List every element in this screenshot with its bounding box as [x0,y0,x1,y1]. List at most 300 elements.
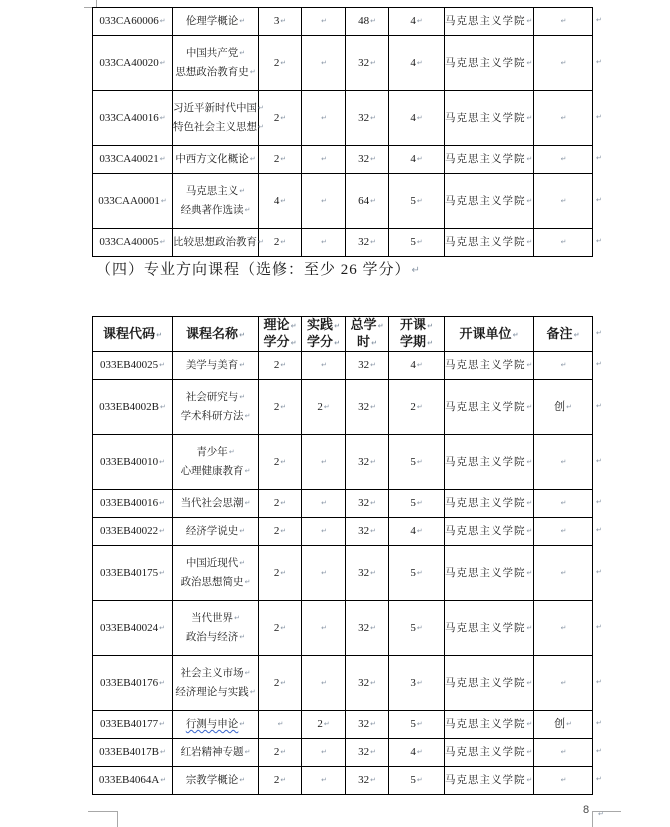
cell-text: 2 [273,111,280,124]
end-of-cell-mark: ↵ [560,113,567,122]
table-row [93,8,593,36]
cell-term [389,767,445,795]
cell-text: 比较思想政治教育 [173,237,257,248]
end-of-cell-mark: ↵ [244,206,251,214]
cell-note [534,518,593,546]
cell-text: 033CAA0001 [98,194,160,207]
cell-text: 4 [410,359,416,371]
cell-hours [346,435,389,490]
cell-note [534,146,593,174]
table-row [93,601,593,656]
cell-text: 马克思主义学院 [445,237,526,248]
cell-unit [445,174,534,229]
cell-text: 5 [410,621,416,634]
end-of-cell-mark: ↵ [526,361,534,369]
cell-note [534,739,593,767]
cell-text: 033EB40010 [100,455,159,468]
end-of-cell-mark: ↵ [526,113,534,122]
end-of-cell-mark: ↵ [560,238,567,246]
cell-code [93,518,173,546]
end-of-cell-mark: ↵ [160,402,166,411]
cell-text: 学分 [307,334,334,349]
end-of-cell-mark: ↵ [416,748,423,756]
end-of-cell-mark: ↵ [321,58,327,67]
cell-text: 033CA40005 [99,236,159,248]
cell-hours [346,711,389,739]
cell-code [93,656,173,711]
end-of-cell-mark: ↵ [159,17,166,25]
end-of-cell-mark: ↵ [370,196,376,205]
cell-practice [302,229,346,257]
end-of-cell-mark: ↵ [321,499,327,507]
footer-paragraph-mark: ↵ [598,810,604,818]
cell-unit [445,767,534,795]
end-of-cell-mark: ↵ [159,678,165,687]
end-of-cell-mark: ↵ [321,17,327,25]
end-of-cell-mark: ↵ [560,155,567,163]
end-of-cell-mark: ↵ [159,527,165,535]
cell-term [389,490,445,518]
end-of-cell-mark: ↵ [280,402,287,411]
end-of-cell-mark: ↵ [280,113,287,122]
cell-text: 马克思主义学院 [445,154,526,165]
cell-hours [346,739,389,767]
end-of-cell-mark: ↵ [239,49,246,57]
cell-unit [445,739,534,767]
cell-unit [445,711,534,739]
end-of-cell-mark: ↵ [321,678,327,687]
cell-text: 32 [358,111,370,124]
cell-text: 经济理论与实践 [175,687,249,698]
end-of-cell-mark: ↵ [370,748,376,756]
table-row [93,490,593,518]
cell-term [389,229,445,257]
table-row [93,380,593,435]
cell-practice [302,601,346,656]
cell-text: 中西方文化概论 [175,154,249,165]
cell-unit [445,8,534,36]
header-row [93,317,593,352]
cell-code [93,36,173,91]
cell-text: 中国共产党 [185,48,239,59]
table-row [93,546,593,601]
end-of-cell-mark: ↵ [159,113,166,122]
cell-unit [445,352,534,380]
cell-term [389,656,445,711]
cell-text: 2 [273,400,280,413]
end-of-row-mark: ↵ [596,237,602,245]
cell-text: 开课 [400,317,427,332]
end-of-cell-mark: ↵ [526,748,534,756]
header-cell [389,317,445,352]
cell-text: 马克思主义学院 [445,747,526,758]
end-of-cell-mark: ↵ [159,720,165,728]
end-of-cell-mark: ↵ [560,527,567,535]
cell-unit [445,91,534,146]
cell-text: 行测与申论 [185,719,239,730]
end-of-cell-mark: ↵ [560,196,567,205]
end-of-cell-mark: ↵ [280,678,287,687]
cell-name [173,711,259,739]
cell-text: 2 [273,774,280,786]
cell-text: 2 [273,359,280,371]
cell-code [93,490,173,518]
cell-text: 马克思主义学院 [445,719,526,730]
end-of-cell-mark: ↵ [280,499,287,507]
cell-code [93,767,173,795]
cell-text: 2 [273,56,280,69]
table-row [93,174,593,229]
cell-practice [302,518,346,546]
end-of-cell-mark: ↵ [160,748,166,756]
end-of-cell-mark: ↵ [321,238,327,246]
cell-name [173,352,259,380]
end-of-cell-mark: ↵ [560,499,567,507]
end-of-cell-mark: ↵ [244,412,251,420]
cell-text: 马克思主义学院 [445,498,526,509]
end-of-cell-mark: ↵ [560,58,567,67]
cell-text: 5 [410,566,416,579]
end-of-cell-mark: ↵ [239,776,246,784]
cell-text: 特色社会主义思想 [173,122,257,133]
text-boundary-corner-bottom-right [592,811,621,827]
end-of-cell-mark: ↵ [239,720,246,728]
end-of-cell-mark: ↵ [323,402,330,411]
cell-name [173,518,259,546]
cell-text: 马克思主义 [185,186,239,197]
end-of-cell-mark: ↵ [160,196,167,205]
cell-text: 马克思主义学院 [445,195,526,207]
cell-text: 宗教学概论 [185,775,239,786]
end-of-cell-mark: ↵ [566,402,572,411]
table-row [93,739,593,767]
end-of-cell-mark: ↵ [159,568,165,577]
cell-text: 课程代码 [103,325,156,341]
end-of-cell-mark: ↵ [370,58,376,67]
cell-text: 32 [358,153,370,165]
cell-practice [302,490,346,518]
end-of-row-mark: ↵ [596,622,602,631]
end-of-row-mark: ↵ [596,360,602,368]
end-of-cell-mark: ↵ [526,58,534,67]
cell-text: 2 [273,621,280,634]
end-of-row-mark: ↵ [596,747,602,755]
cell-name [173,174,259,229]
end-of-cell-mark: ↵ [321,361,327,369]
cell-text: 32 [358,621,370,634]
end-of-cell-mark: ↵ [321,196,327,205]
end-of-cell-mark: ↵ [370,113,376,122]
end-of-cell-mark: ↵ [277,720,284,728]
cell-unit [445,229,534,257]
end-of-cell-mark: ↵ [290,339,297,347]
end-of-row-mark: ↵ [596,16,602,24]
cell-term [389,601,445,656]
cell-text: 033EB40016 [100,497,159,509]
end-of-cell-mark: ↵ [239,393,246,401]
end-of-cell-mark: ↵ [234,614,240,622]
end-of-cell-mark: ↵ [427,322,433,330]
text-boundary-corner-bottom-left [88,811,118,827]
end-of-cell-mark: ↵ [526,238,534,246]
end-of-cell-mark: ↵ [239,330,245,339]
end-of-cell-mark: ↵ [239,187,246,195]
cell-code [93,8,173,36]
end-of-cell-mark: ↵ [239,633,246,641]
end-of-cell-mark: ↵ [526,568,534,577]
cell-text: 32 [358,359,370,371]
cell-text: 2 [273,676,280,689]
cell-text: 社会主义市场 [180,668,244,679]
end-of-cell-mark: ↵ [370,361,376,369]
end-of-cell-mark: ↵ [370,568,376,577]
cell-code [93,601,173,656]
cell-text: 4 [410,153,416,165]
cell-text: 033EB4064A [98,774,160,786]
cell-text: 32 [358,525,370,537]
cell-theory [259,380,302,435]
end-of-cell-mark: ↵ [416,623,423,632]
end-of-row-mark: ↵ [596,775,602,783]
end-of-cell-mark: ↵ [239,527,246,535]
end-of-cell-mark: ↵ [416,568,423,577]
cell-term [389,518,445,546]
cell-text: 2 [410,400,416,413]
cell-note [534,656,593,711]
cell-note [534,711,593,739]
cell-text: 32 [358,236,370,248]
cell-note [534,490,593,518]
end-of-cell-mark: ↵ [244,499,251,507]
cell-text: 习近平新时代中国 [173,103,257,114]
cell-text: 备注 [546,325,573,341]
cell-text: 2 [273,455,280,468]
end-of-cell-mark: ↵ [258,238,264,246]
end-of-cell-mark: ↵ [280,155,287,163]
end-of-row-mark: ↵ [596,567,602,576]
cell-text: 课程名称 [186,325,239,341]
cell-theory [259,739,302,767]
end-of-row-mark: ↵ [596,112,602,121]
end-of-cell-mark: ↵ [416,527,423,535]
cell-practice [302,352,346,380]
cell-text: 033EB40177 [100,718,159,730]
cell-text: 实践 [307,317,334,332]
end-of-cell-mark: ↵ [526,776,534,784]
cell-text: 2 [273,497,280,509]
end-of-cell-mark: ↵ [249,155,256,163]
cell-text: 2 [317,718,323,730]
end-of-cell-mark: ↵ [321,155,327,163]
end-of-row-mark: ↵ [596,498,602,506]
cell-code [93,435,173,490]
end-of-cell-mark: ↵ [416,678,423,687]
cell-text: 经典著作选读 [180,205,244,216]
end-of-cell-mark: ↵ [526,17,534,25]
cell-code [93,352,173,380]
cell-text: 4 [410,746,416,758]
header-cell [93,317,173,352]
cell-text: 马克思主义学院 [445,57,526,69]
table-row [93,435,593,490]
cell-hours [346,352,389,380]
cell-text: 033CA40021 [99,153,159,165]
end-of-cell-mark: ↵ [370,678,376,687]
cell-theory [259,146,302,174]
cell-text: 033CA40016 [99,111,159,124]
cell-term [389,174,445,229]
cell-text: 马克思主义学院 [445,456,526,468]
end-of-cell-mark: ↵ [416,113,423,122]
cell-text: 开课单位 [459,325,512,341]
end-of-cell-mark: ↵ [321,623,327,632]
cell-text: 033EB40025 [100,359,159,371]
header-cell [259,317,302,352]
cell-text: 033EB40024 [100,621,159,634]
end-of-cell-mark: ↵ [159,58,166,67]
end-of-row-mark: ↵ [596,57,602,66]
cell-text: 5 [410,455,416,468]
cell-theory [259,601,302,656]
cell-practice [302,91,346,146]
cell-theory [259,546,302,601]
end-of-cell-mark: ↵ [244,669,251,677]
cell-text: 总学 [350,317,377,332]
end-of-cell-mark: ↵ [560,361,567,369]
end-of-cell-mark: ↵ [560,776,567,784]
cell-text: 4 [410,15,416,27]
end-of-cell-mark: ↵ [416,499,423,507]
cell-note [534,435,593,490]
cell-text: 经济学说史 [185,526,239,537]
cell-hours [346,91,389,146]
cell-practice [302,711,346,739]
cell-text: 5 [410,497,416,509]
end-of-row-mark: ↵ [596,677,602,686]
cell-text: 学术科研方法 [180,411,244,422]
cell-text: 2 [273,525,280,537]
table-row [93,146,593,174]
cell-text: 红岩精神专题 [180,747,244,758]
cell-text: 4 [410,56,416,69]
table-row [93,36,593,91]
cell-text: 3 [410,676,416,689]
cell-unit [445,518,534,546]
end-of-cell-mark: ↵ [159,457,165,466]
cell-text: 033EB4002B [99,400,160,413]
cell-text: 马克思主义学院 [445,360,526,371]
cell-text: 马克思主义学院 [445,567,526,579]
cell-unit [445,146,534,174]
table-row [93,229,593,257]
end-of-cell-mark: ↵ [370,776,376,784]
cell-text: 中国近现代 [185,558,239,569]
cell-code [93,380,173,435]
end-of-cell-mark: ↵ [560,568,567,577]
end-of-cell-mark: ↵ [560,678,567,687]
cell-text: 思想政治教育史 [175,67,249,78]
end-of-cell-mark: ↵ [290,322,297,330]
table-row [93,656,593,711]
end-of-cell-mark: ↵ [280,457,287,466]
cell-term [389,711,445,739]
end-of-row-mark: ↵ [596,456,602,465]
cell-text: 马克思主义学院 [445,16,526,27]
course-table-electives [92,316,593,795]
cell-practice [302,380,346,435]
cell-term [389,91,445,146]
cell-practice [302,546,346,601]
cell-theory [259,518,302,546]
end-of-cell-mark: ↵ [526,623,534,632]
end-of-cell-mark: ↵ [573,330,580,339]
cell-term [389,380,445,435]
cell-text: 2 [273,566,280,579]
cell-text: 马克思主义学院 [445,622,526,634]
cell-term [389,435,445,490]
cell-theory [259,229,302,257]
header-cell [302,317,346,352]
table-row [93,711,593,739]
cell-unit [445,601,534,656]
cell-text: 32 [358,774,370,786]
end-of-cell-mark: ↵ [560,457,567,466]
section-heading-text: （四）专业方向课程（选修：至少 26 学分） [96,262,411,278]
end-of-cell-mark: ↵ [280,58,287,67]
cell-theory [259,8,302,36]
cell-hours [346,146,389,174]
cell-practice [302,8,346,36]
cell-note [534,546,593,601]
end-of-cell-mark: ↵ [334,322,340,330]
cell-theory [259,435,302,490]
cell-theory [259,352,302,380]
cell-note [534,8,593,36]
end-of-cell-mark: ↵ [377,322,384,330]
end-of-cell-mark: ↵ [526,196,534,205]
cell-code [93,229,173,257]
end-of-cell-mark: ↵ [560,748,567,756]
end-of-cell-mark: ↵ [512,330,519,339]
end-of-cell-mark: ↵ [244,467,251,475]
end-of-cell-mark: ↵ [416,196,423,205]
end-of-cell-mark: ↵ [239,559,246,567]
end-of-cell-mark: ↵ [249,688,256,696]
end-of-cell-mark: ↵ [239,361,246,369]
end-of-cell-mark: ↵ [566,720,572,728]
end-of-cell-mark: ↵ [370,155,376,163]
cell-term [389,352,445,380]
end-of-cell-mark: ↵ [249,68,256,76]
end-of-cell-mark: ↵ [416,720,423,728]
end-of-cell-mark: ↵ [244,578,251,586]
cell-unit [445,380,534,435]
end-of-cell-mark: ↵ [416,17,423,25]
end-of-cell-mark: ↵ [244,748,251,756]
end-of-cell-mark: ↵ [427,339,433,347]
end-of-cell-mark: ↵ [560,17,567,25]
cell-text: 033CA40020 [99,56,159,69]
cell-code [93,546,173,601]
cell-hours [346,767,389,795]
end-of-cell-mark: ↵ [321,568,327,577]
end-of-cell-mark: ↵ [371,339,377,347]
cell-hours [346,518,389,546]
end-of-cell-mark: ↵ [321,776,327,784]
end-of-cell-mark: ↵ [160,776,167,784]
end-of-cell-mark: ↵ [321,527,327,535]
cell-text: 马克思主义学院 [445,526,526,537]
